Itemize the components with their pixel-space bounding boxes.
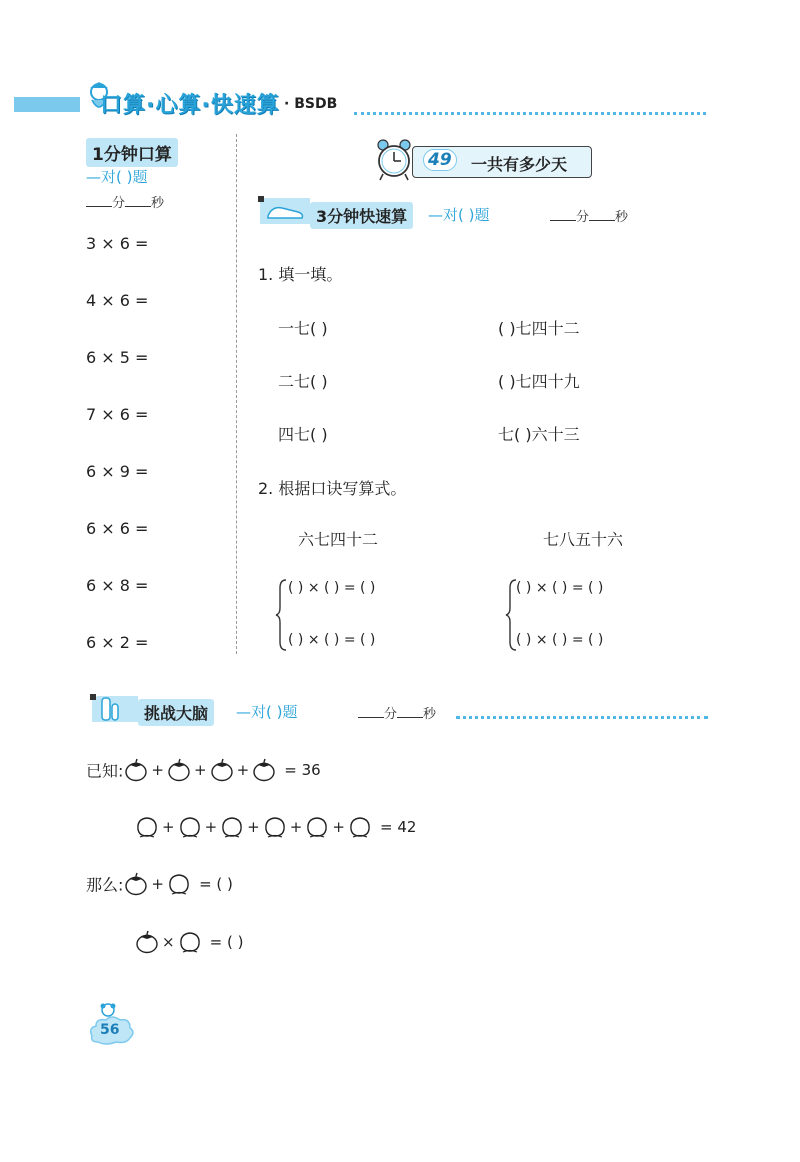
minute-blank[interactable]	[86, 196, 112, 207]
brain-challenge-icon	[90, 694, 138, 724]
peach-icon	[262, 815, 288, 839]
sum-result: = 42	[379, 818, 417, 836]
rhyme-phrase: 七八五十六	[543, 530, 624, 549]
fill-blank-left[interactable]: 四七( )	[278, 425, 328, 444]
plus-sign: +	[247, 818, 260, 836]
second-blank[interactable]	[125, 196, 151, 207]
plus-sign: +	[236, 761, 250, 779]
lesson-header	[412, 146, 592, 178]
tomato-icon	[251, 758, 277, 782]
equation-blank[interactable]: ( ) × ( ) = ( )	[288, 632, 376, 648]
tomato-icon	[134, 930, 160, 954]
fill-blank-right[interactable]: ( )七四十九	[498, 372, 580, 391]
equation-blank[interactable]: ( ) × ( ) = ( )	[516, 632, 604, 648]
then-label: 那么:	[86, 875, 124, 895]
answer-blank[interactable]: = ( )	[199, 875, 233, 893]
tomato-icon	[209, 758, 235, 782]
plus-sign: +	[193, 761, 207, 779]
book-edition: · BSDB	[284, 96, 338, 112]
minute-unit: 分	[112, 196, 126, 211]
calc-item: 7 × 6 =	[86, 405, 149, 424]
peach-icon	[304, 815, 330, 839]
second-unit: 秒	[423, 707, 437, 722]
second-blank[interactable]	[589, 210, 615, 221]
rhyme-phrase: 六七四十二	[298, 530, 379, 549]
three-minute-tag: 3分钟快速算	[310, 202, 413, 229]
known-equation-2	[134, 815, 418, 839]
fill-blank-right[interactable]: ( )七四十二	[498, 319, 580, 338]
ask-equation-1	[86, 872, 235, 896]
minute-unit: 分	[384, 707, 398, 722]
lesson-title: 一共有多少天	[471, 155, 568, 174]
tomato-icon	[166, 758, 192, 782]
peach-icon	[219, 815, 245, 839]
peach-icon	[347, 815, 373, 839]
tomato-icon	[123, 872, 149, 896]
answer-blank[interactable]: = ( )	[209, 933, 244, 951]
shoe-icon	[258, 196, 310, 226]
ask-equation-2	[134, 930, 245, 954]
calc-item: 6 × 8 =	[86, 576, 149, 595]
known-equation-1	[86, 758, 323, 782]
header-dotted-line	[354, 98, 706, 115]
calc-item: 6 × 9 =	[86, 462, 149, 481]
left-score-line: —对( )题	[86, 168, 148, 186]
left-time-line	[86, 192, 164, 211]
book-title: 口算·心算·快速算	[100, 93, 280, 118]
equation-blank[interactable]: ( ) × ( ) = ( )	[288, 580, 376, 596]
second-unit: 秒	[151, 196, 165, 211]
section-score-line: —对( )题	[428, 206, 490, 224]
sum-result: = 36	[284, 761, 321, 779]
minute-blank[interactable]	[358, 707, 384, 718]
left-brace-icon	[274, 578, 288, 652]
challenge-score-line: —对( )题	[236, 703, 298, 721]
peach-icon	[134, 815, 160, 839]
times-sign: ×	[162, 933, 175, 951]
plus-sign: +	[204, 818, 218, 836]
alarm-clock-icon	[374, 138, 414, 182]
second-unit: 秒	[615, 210, 629, 225]
peach-icon	[177, 815, 203, 839]
question-2: 2. 根据口诀写算式。	[258, 479, 407, 498]
equation-blank[interactable]: ( ) × ( ) = ( )	[516, 580, 604, 596]
fill-blank-left[interactable]: 一七( )	[278, 319, 328, 338]
known-label: 已知:	[86, 761, 124, 781]
calc-item: 4 × 6 =	[86, 291, 149, 310]
calc-item: 6 × 2 =	[86, 633, 149, 652]
question-1: 1. 填一填。	[258, 265, 343, 284]
challenge-tag: 挑战大脑	[138, 699, 214, 726]
challenge-time-line	[358, 703, 436, 722]
one-minute-tag: 1分钟口算	[86, 138, 178, 167]
plus-sign: +	[151, 875, 164, 893]
tomato-icon	[123, 758, 149, 782]
calc-item: 3 × 6 =	[86, 234, 149, 253]
peach-icon	[177, 930, 203, 954]
minute-unit: 分	[576, 210, 590, 225]
minute-blank[interactable]	[550, 210, 576, 221]
column-divider	[236, 134, 237, 654]
lesson-number: 49	[423, 149, 457, 171]
calc-item: 6 × 5 =	[86, 348, 149, 367]
page-number: 56	[100, 1022, 120, 1038]
challenge-dotted-line	[456, 712, 708, 719]
plus-sign: +	[289, 818, 303, 836]
section-time-line	[550, 206, 628, 225]
fill-blank-right[interactable]: 七( )六十三	[498, 425, 580, 444]
second-blank[interactable]	[397, 707, 423, 718]
calc-item: 6 × 6 =	[86, 519, 149, 538]
plus-sign: +	[151, 761, 164, 779]
header-color-bar	[14, 97, 80, 112]
plus-sign: +	[162, 818, 175, 836]
plus-sign: +	[332, 818, 345, 836]
fill-blank-left[interactable]: 二七( )	[278, 372, 328, 391]
peach-icon	[166, 872, 192, 896]
